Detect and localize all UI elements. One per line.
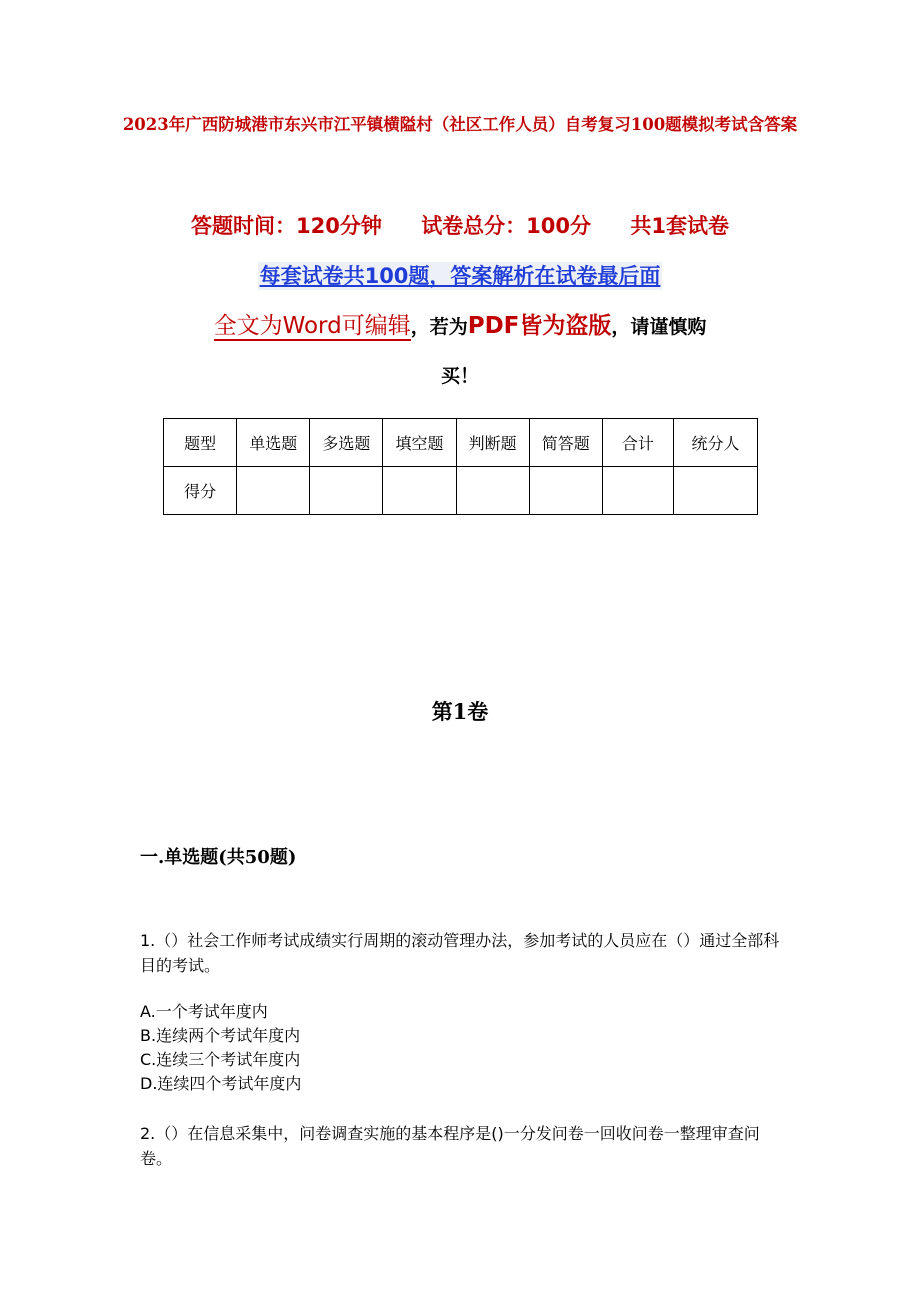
question-1-option-d: D.连续四个考试年度内 — [140, 1074, 302, 1093]
answer-note-text: 每套试卷共100题，答案解析在试卷最后面 — [259, 264, 661, 288]
exam-time: 答题时间：120分钟 — [191, 214, 382, 238]
row-label: 得分 — [164, 467, 237, 515]
answer-note — [0, 260, 920, 290]
header-cell: 多选题 — [310, 419, 383, 467]
question-2-text: 2.（）在信息采集中，问卷调查实施的基本程序是()一分发问卷一回收问卷一整理审查问卷。 — [140, 1124, 760, 1168]
score-table — [163, 418, 758, 515]
header-cell: 填空题 — [383, 419, 456, 467]
question-1-option-b: B.连续两个考试年度内 — [140, 1026, 301, 1045]
warning-connector: ，若为 — [410, 316, 468, 338]
header-cell: 简答题 — [529, 419, 602, 467]
question-1-option-c: C.连续三个考试年度内 — [140, 1050, 301, 1069]
score-cell — [456, 467, 529, 515]
header-cell: 合计 — [602, 419, 673, 467]
exam-meta — [0, 210, 920, 240]
piracy-notice: PDF皆为盗版 — [467, 313, 612, 339]
header-cell: 判断题 — [456, 419, 529, 467]
score-cell — [529, 467, 602, 515]
exam-set-count: 共1套试卷 — [630, 214, 729, 238]
score-cell — [602, 467, 673, 515]
question-1-text: 1.（）社会工作师考试成绩实行周期的滚动管理办法，参加考试的人员应在（）通过全部科目的考试。 — [140, 931, 780, 975]
volume-heading: 第1卷 — [431, 699, 489, 724]
caution-text: ，请谨慎购 — [611, 316, 707, 338]
header-cell: 单选题 — [237, 419, 310, 467]
question-1-option-a: A.一个考试年度内 — [140, 1002, 268, 1021]
score-cell — [383, 467, 456, 515]
section-heading: 一.单选题(共50题) — [140, 847, 297, 868]
score-table-header — [164, 419, 758, 467]
header-cell: 题型 — [164, 419, 237, 467]
header-cell: 统分人 — [674, 419, 758, 467]
score-cell — [237, 467, 310, 515]
copyright-warning — [120, 306, 800, 347]
document-title: 2023年广西防城港市东兴市江平镇横隘村（社区工作人员）自考复习100题模拟考试含答案 — [122, 115, 798, 134]
exam-total-score: 试卷总分：100分 — [421, 214, 592, 238]
score-cell — [674, 467, 758, 515]
score-cell — [310, 467, 383, 515]
editable-notice: 全文为Word可编辑 — [213, 313, 411, 339]
score-table-row — [164, 467, 758, 515]
caution-text-end: 买！ — [440, 365, 479, 387]
